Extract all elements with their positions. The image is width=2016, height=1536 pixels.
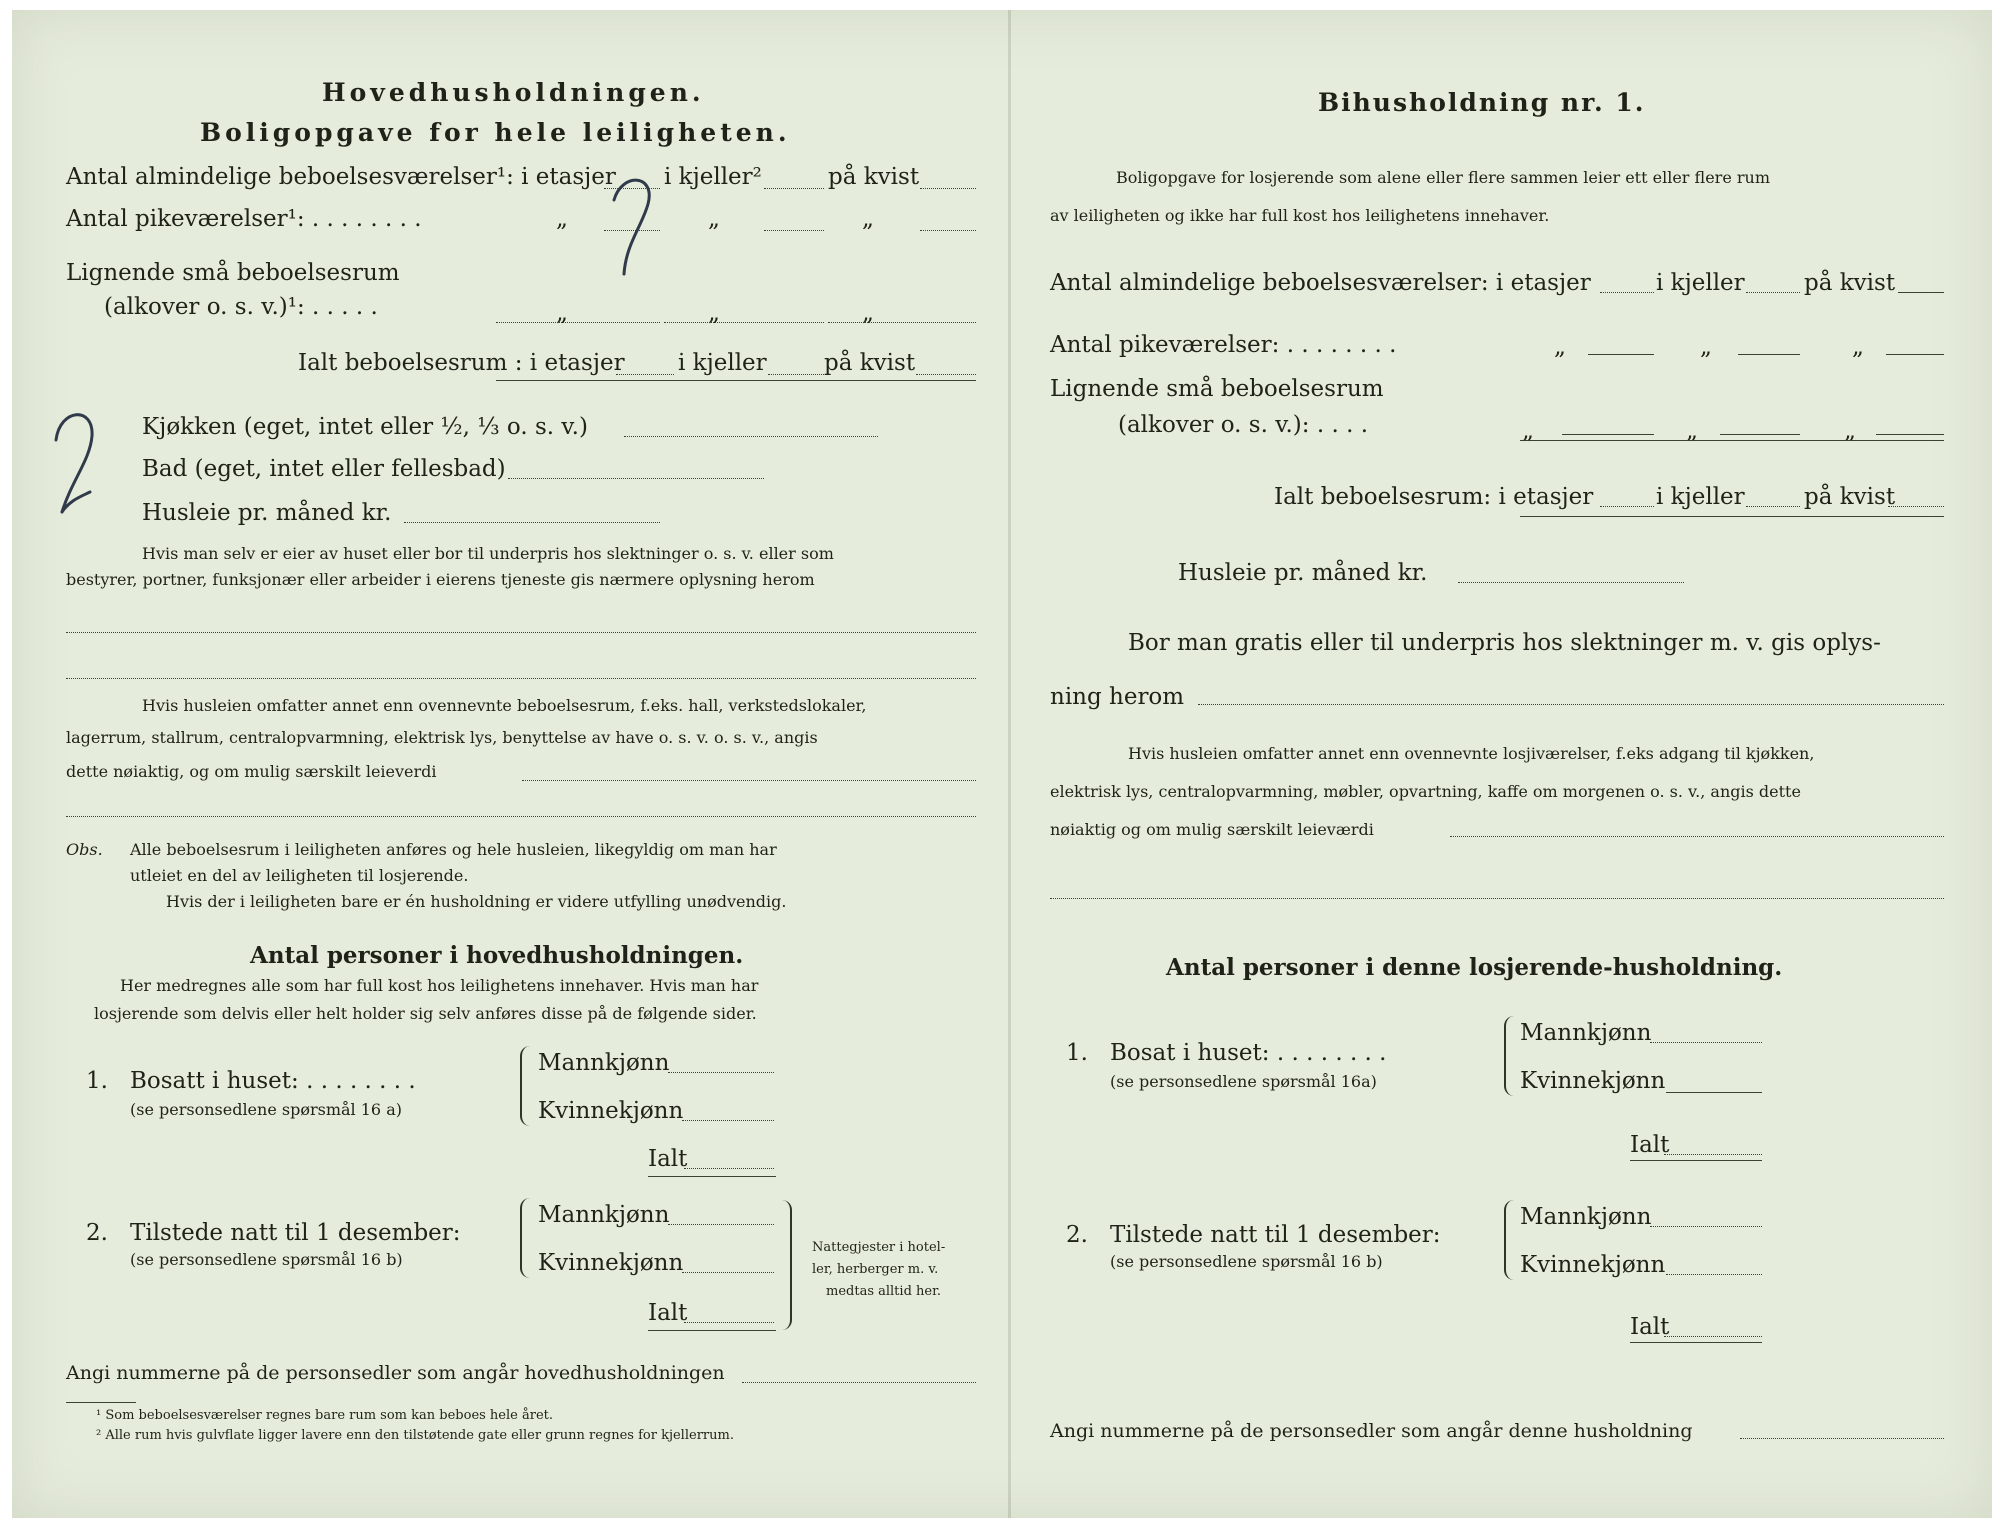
right-row2-label: Antal pikeværelser: . . . . . . . .: [1050, 332, 1397, 358]
left-husleie-label: Husleie pr. måned kr.: [142, 500, 392, 526]
right-ialt-kjeller-label: i kjeller: [1656, 484, 1745, 510]
right-intro-1: Boligopgave for losjerende som alene eller flere sammen leier ett eller flere rum: [1116, 168, 1770, 187]
left-ialt-kvist-field[interactable]: [916, 374, 976, 375]
left-nattegjester-2: ler, herberger m. v.: [812, 1262, 939, 1277]
left-row2-kjeller-field[interactable]: [764, 230, 824, 231]
right-angi-label: Angi nummerne på de personsedler som angår denne husholdning: [1050, 1420, 1693, 1442]
right-row3-label: Lignende små beboelsesrum: [1050, 376, 1384, 402]
left-row1-kjeller-label: i kjeller²: [664, 164, 762, 190]
right-row2-kvist-field[interactable]: [1886, 354, 1944, 355]
right-row2-kjeller-field[interactable]: [1738, 354, 1800, 355]
left-obs-1: Alle beboelsesrum i leiligheten anføres og hele husleien, likegyldig om man har: [130, 840, 777, 859]
left-omfatter-2: lagerrum, stallrum, centralopvarmning, elektrisk lys, benyttelse av have o. s. v. o. s. v., angis: [66, 728, 818, 747]
left-row2-kvist-field[interactable]: [920, 230, 976, 231]
left-footnote-rule: [66, 1402, 136, 1403]
left-q1-label: Bosatt i huset: . . . . . . . .: [130, 1068, 416, 1094]
left-omfatter-1: Hvis husleien omfatter annet enn ovennevnte beboelsesrum, f.eks. hall, verkstedslokaler,: [142, 696, 867, 715]
left-row3-label: Lignende små beboelsesrum: [66, 260, 400, 286]
left-ialt-kvist-label: på kvist: [824, 350, 916, 376]
left-angi-label: Angi nummerne på de personsedler som angår hovedhusholdningen: [66, 1362, 725, 1384]
right-row2-ditto-2: „: [1700, 334, 1712, 360]
left-husleie-field[interactable]: [404, 522, 660, 523]
left-footnote-2: ² Alle rum hvis gulvflate ligger lavere enn den tilstøtende gate eller grunn regnes for kjellerrum.: [96, 1428, 734, 1443]
right-row3-kjeller-field[interactable]: [1720, 434, 1800, 435]
left-nattegjester-1: Nattegjester i hotel-: [812, 1240, 946, 1255]
left-nattegjester-3: medtas alltid her.: [826, 1284, 942, 1299]
right-ialt-kjeller-field[interactable]: [1746, 506, 1800, 507]
page-fold-line: [1008, 10, 1011, 1518]
right-q2-kvinne-field[interactable]: [1666, 1274, 1762, 1275]
right-row3-ditto-1: „: [1522, 418, 1534, 444]
left-eier-text-1: Hvis man selv er eier av huset eller bor til underpris hos slektninger o. s. v. eller som: [142, 544, 834, 563]
right-q1-sub: (se personsedlene spørsmål 16a): [1110, 1072, 1377, 1091]
left-persons-title: Antal personer i hovedhusholdningen.: [250, 942, 744, 969]
right-q2-number: 2.: [1066, 1222, 1088, 1248]
right-intro-2: av leiligheten og ikke har full kost hos leilighetens innehaver.: [1050, 206, 1550, 225]
left-q2-brace: [520, 1198, 532, 1278]
left-bad-field[interactable]: [508, 478, 764, 479]
left-ialt-kjeller-field[interactable]: [768, 374, 824, 375]
right-q1-brace: [1504, 1016, 1516, 1096]
right-q1-ialt-label: Ialt: [1630, 1132, 1670, 1158]
left-row2-label: Antal pikeværelser¹: . . . . . . . .: [66, 206, 422, 232]
left-page-hovedhusholdning: [12, 10, 1002, 1518]
right-ialt-label: Ialt beboelsesrum: i etasjer: [1274, 484, 1594, 510]
left-obs-3: Hvis der i leiligheten bare er én husholdning er videre utfylling unødvendig.: [166, 892, 787, 911]
handwritten-kjokken-value: [42, 400, 102, 520]
right-row1-kjeller-field[interactable]: [1746, 292, 1800, 293]
left-q2-number: 2.: [86, 1220, 108, 1246]
right-omfatter-1: Hvis husleien omfatter annet enn ovennevnte losjiværelser, f.eks adgang til kjøkken,: [1128, 744, 1815, 763]
right-q2-ialt-rule: [1630, 1342, 1762, 1343]
left-row3-ditto-1: „: [556, 300, 568, 326]
right-ialt-kvist-label: på kvist: [1804, 484, 1896, 510]
left-row2-ditto-2: „: [708, 206, 720, 232]
left-persons-note-2: losjerende som delvis eller helt holder sig selv anføres disse på de følgende sider.: [94, 1004, 757, 1023]
census-form-sheet: [12, 10, 1992, 1518]
left-q2-right-brace: [780, 1200, 792, 1330]
right-q2-ialt-field[interactable]: [1664, 1336, 1762, 1337]
left-ialt-kjeller-label: i kjeller: [678, 350, 767, 376]
left-footnote-1: ¹ Som beboelsesværelser regnes bare rum som kan beboes hele året.: [96, 1408, 553, 1423]
left-q2-mann-field[interactable]: [668, 1224, 774, 1225]
left-omfatter-field-2[interactable]: [66, 816, 976, 817]
left-kjokken-label: Kjøkken (eget, intet eller ½, ⅓ o. s. v.): [142, 414, 588, 440]
right-row1-kjeller-label: i kjeller: [1656, 270, 1745, 296]
right-row3-kvist-field[interactable]: [1876, 434, 1944, 435]
left-q2-ialt-field[interactable]: [684, 1322, 774, 1323]
right-row3-ditto-2: „: [1686, 418, 1698, 444]
left-omfatter-3: dette nøiaktig, og om mulig særskilt leieverdi: [66, 762, 437, 781]
left-persons-note-1: Her medregnes alle som har full kost hos leilighetens innehaver. Hvis man har: [120, 976, 759, 995]
left-q2-kvinne-label: Kvinnekjønn: [538, 1250, 684, 1276]
left-eier-field-2[interactable]: [66, 678, 976, 679]
left-row3-ditto-3: „: [862, 300, 874, 326]
left-bad-label: Bad (eget, intet eller fellesbad): [142, 456, 506, 482]
left-row3-kvist-field[interactable]: [828, 322, 976, 323]
left-subtitle: Boligopgave for hele leiligheten.: [200, 118, 791, 147]
left-row1-kvist-label: på kvist: [828, 164, 920, 190]
right-row3-underline: [1520, 440, 1944, 441]
right-row1-etasjer-field[interactable]: [1600, 292, 1654, 293]
right-q1-label: Bosat i huset: . . . . . . . .: [1110, 1040, 1387, 1066]
left-q1-brace: [520, 1046, 532, 1126]
left-omfatter-field-1[interactable]: [522, 780, 976, 781]
left-q1-sub: (se personsedlene spørsmål 16 a): [130, 1100, 402, 1119]
left-row3-ditto-2: „: [708, 300, 720, 326]
left-ialt-etasjer-field[interactable]: [616, 374, 674, 375]
left-angi-field[interactable]: [742, 1382, 976, 1383]
left-row3-sub: (alkover o. s. v.)¹: . . . . .: [104, 294, 378, 320]
right-q1-kvinne-field[interactable]: [1666, 1092, 1762, 1093]
left-row2-ditto-3: „: [862, 206, 874, 232]
left-q2-kvinne-field[interactable]: [682, 1272, 774, 1273]
right-omfatter-field-2[interactable]: [1050, 898, 1944, 899]
left-q1-kvinne-label: Kvinnekjønn: [538, 1098, 684, 1124]
left-q1-ialt-rule: [648, 1176, 776, 1177]
left-eier-text-2: bestyrer, portner, funksjonær eller arbeider i eierens tjeneste gis nærmere oplysning herom: [66, 570, 815, 589]
right-q2-sub: (se personsedlene spørsmål 16 b): [1110, 1252, 1383, 1271]
left-q1-number: 1.: [86, 1068, 108, 1094]
right-angi-field[interactable]: [1740, 1438, 1944, 1439]
right-row2-ditto-3: „: [1852, 334, 1864, 360]
right-page-bihusholdning: [1010, 10, 2000, 1518]
right-row3-ditto-3: „: [1844, 418, 1856, 444]
right-row1-kvist-label: på kvist: [1804, 270, 1896, 296]
left-q1-ialt-label: Ialt: [648, 1146, 688, 1172]
right-ialt-etasjer-field[interactable]: [1600, 506, 1654, 507]
left-q2-mann-label: Mannkjønn: [538, 1202, 670, 1228]
right-husleie-label: Husleie pr. måned kr.: [1178, 560, 1428, 586]
right-ialt-kvist-field[interactable]: [1888, 506, 1944, 507]
right-row3-sub: (alkover o. s. v.): . . . .: [1118, 412, 1369, 438]
handwritten-etasjer-value: [602, 170, 662, 280]
right-q1-ialt-field[interactable]: [1664, 1154, 1762, 1155]
right-gratis-1: Bor man gratis eller til underpris hos slektninger m. v. gis oplys-: [1128, 630, 1881, 656]
left-ialt-label: Ialt beboelsesrum : i etasjer: [298, 350, 625, 376]
right-q2-brace: [1504, 1200, 1516, 1280]
left-row2-ditto-1: „: [556, 206, 568, 232]
right-q2-mann-label: Mannkjønn: [1520, 1204, 1652, 1230]
left-q1-ialt-field[interactable]: [684, 1168, 774, 1169]
left-row1-kjeller-field[interactable]: [764, 188, 824, 189]
left-row3-etasjer-field[interactable]: [496, 322, 660, 323]
right-row1-kvist-field[interactable]: [1898, 292, 1944, 293]
right-q1-number: 1.: [1066, 1040, 1088, 1066]
right-q2-mann-field[interactable]: [1650, 1226, 1762, 1227]
right-ialt-underline: [1520, 516, 1944, 517]
left-kjokken-field[interactable]: [624, 436, 878, 437]
right-row2-ditto-1: „: [1554, 334, 1566, 360]
right-gratis-2: ning herom: [1050, 684, 1185, 710]
right-gratis-field[interactable]: [1198, 704, 1944, 705]
left-q2-label: Tilstede natt til 1 desember:: [130, 1220, 461, 1246]
left-title: Hovedhusholdningen.: [322, 78, 705, 107]
right-row1-label: Antal almindelige beboelsesværelser: i etasjer: [1050, 270, 1591, 296]
left-q2-ialt-label: Ialt: [648, 1300, 688, 1326]
right-q2-ialt-label: Ialt: [1630, 1314, 1670, 1340]
left-q1-mann-label: Mannkjønn: [538, 1050, 670, 1076]
left-ialt-underline: [496, 380, 976, 381]
right-husleie-field[interactable]: [1458, 582, 1684, 583]
left-q2-ialt-rule: [648, 1330, 776, 1331]
left-row1-kvist-field[interactable]: [920, 188, 976, 189]
left-row1-label: Antal almindelige beboelsesværelser¹: i etasjer: [66, 164, 616, 190]
left-eier-field-1[interactable]: [66, 632, 976, 633]
right-row3-etasjer-field[interactable]: [1562, 434, 1654, 435]
left-q1-kvinne-field[interactable]: [682, 1120, 774, 1121]
right-q1-mann-label: Mannkjønn: [1520, 1020, 1652, 1046]
right-q2-label: Tilstede natt til 1 desember:: [1110, 1222, 1441, 1248]
right-q1-ialt-rule: [1630, 1160, 1762, 1161]
right-q1-kvinne-label: Kvinnekjønn: [1520, 1068, 1666, 1094]
left-row3-kjeller-field[interactable]: [664, 322, 824, 323]
right-q1-mann-field[interactable]: [1650, 1042, 1762, 1043]
right-persons-title: Antal personer i denne losjerende-husholdning.: [1166, 954, 1783, 981]
left-q1-mann-field[interactable]: [668, 1072, 774, 1073]
left-q2-sub: (se personsedlene spørsmål 16 b): [130, 1250, 403, 1269]
right-q2-kvinne-label: Kvinnekjønn: [1520, 1252, 1666, 1278]
left-obs-label: Obs.: [66, 840, 103, 859]
right-omfatter-2: elektrisk lys, centralopvarmning, møbler, opvartning, kaffe om morgenen o. s. v., angis dette: [1050, 782, 1801, 801]
right-omfatter-3: nøiaktig og om mulig særskilt leieværdi: [1050, 820, 1374, 839]
right-omfatter-field-1[interactable]: [1450, 836, 1944, 837]
left-obs-2: utleiet en del av leiligheten til losjerende.: [130, 866, 469, 885]
right-row2-etasjer-field[interactable]: [1588, 354, 1654, 355]
right-title: Bihusholdning nr. 1.: [1318, 88, 1646, 117]
